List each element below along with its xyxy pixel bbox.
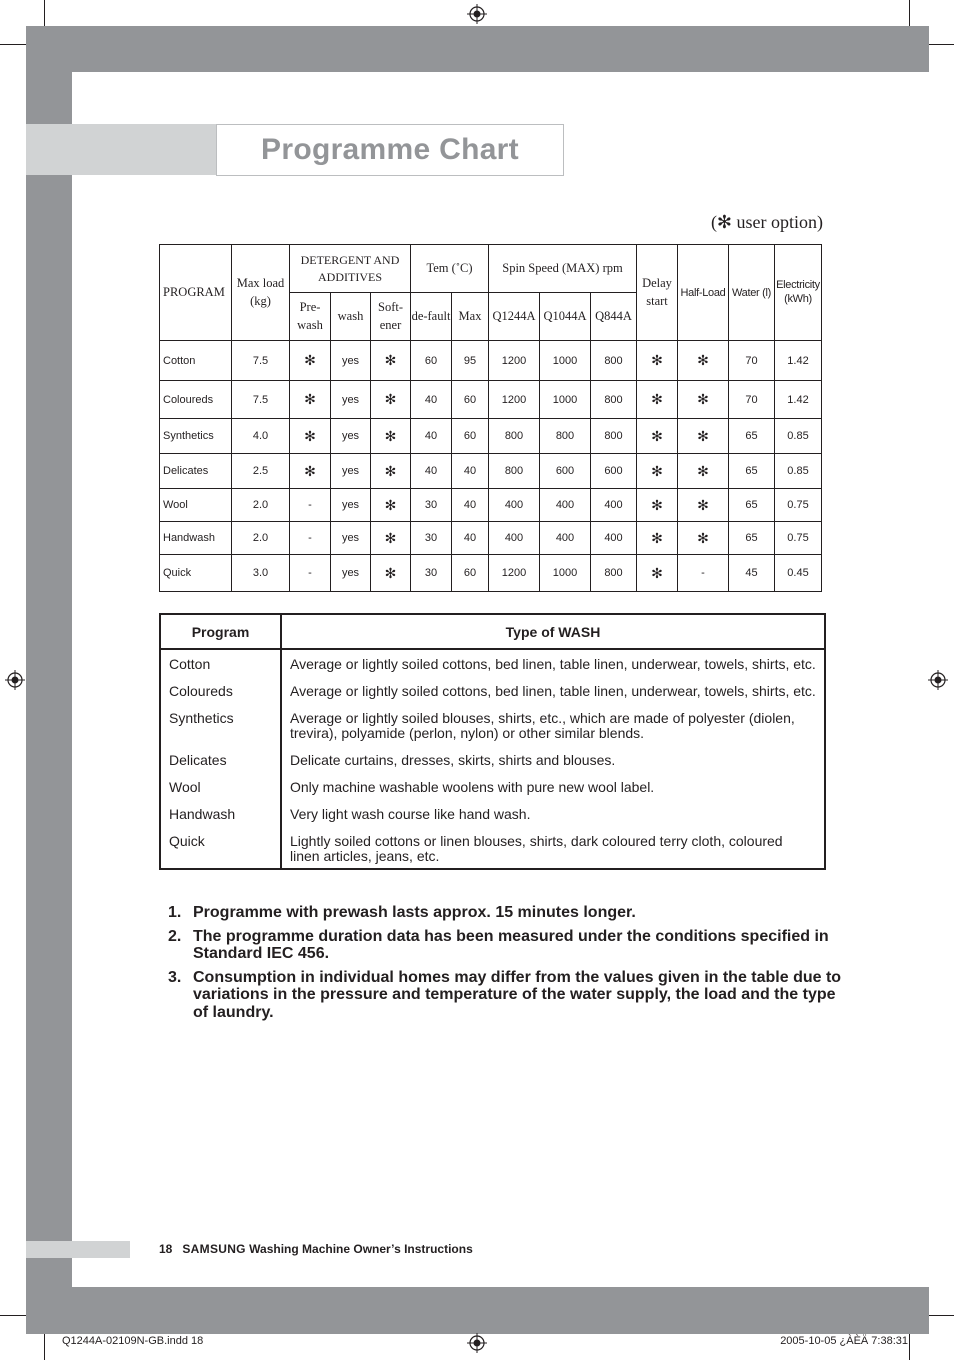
wash-row — [160, 749, 825, 776]
cell-wash: yes — [331, 555, 371, 592]
cell-softener: ✻ — [371, 341, 411, 381]
cell-tdef: 30 — [411, 522, 452, 555]
cell-softener: ✻ — [371, 555, 411, 592]
cell-water: 65 — [729, 489, 775, 522]
wash-type-description: Average or lightly soiled blouses, shirts, etc., which are made of polyester (diolen, trevira), polyamide (perlon, nylon) or other similar blends. — [281, 707, 825, 749]
cell-half: ✻ — [678, 522, 729, 555]
cell-s2: 400 — [540, 522, 591, 555]
cell-tmax: 60 — [452, 555, 489, 592]
cell-half: - — [678, 555, 729, 592]
cell-load: 4.0 — [232, 419, 290, 454]
cell-half: ✻ — [678, 419, 729, 454]
footer-accent-bar — [26, 1241, 130, 1258]
cell-tmax: 60 — [452, 381, 489, 419]
programme-row — [160, 454, 822, 489]
cell-s3: 800 — [591, 419, 637, 454]
cell-s1: 800 — [489, 419, 540, 454]
cell-name: Coloureds — [160, 381, 232, 419]
header-program: PROGRAM — [160, 245, 232, 341]
cell-prewash: ✻ — [290, 419, 331, 454]
wash-row — [160, 776, 825, 803]
header-spin: Spin Speed (MAX) rpm — [489, 245, 637, 293]
cell-s3: 800 — [591, 341, 637, 381]
programme-row — [160, 489, 822, 522]
wash-program-name: Delicates — [160, 749, 281, 776]
crop-mark — [44, 0, 45, 26]
cell-softener: ✻ — [371, 419, 411, 454]
cell-tdef: 30 — [411, 555, 452, 592]
cell-softener: ✻ — [371, 454, 411, 489]
cell-prewash: - — [290, 555, 331, 592]
cell-softener: ✻ — [371, 381, 411, 419]
header-max: Max — [452, 293, 489, 341]
header-prewash: Pre-wash — [290, 293, 331, 341]
header-softener: Soft-ener — [371, 293, 411, 341]
cell-load: 3.0 — [232, 555, 290, 592]
wash-program-name: Wool — [160, 776, 281, 803]
wash-header-program: Program — [160, 614, 281, 649]
cell-half: ✻ — [678, 454, 729, 489]
note-text: Consumption in individual homes may differ from the values given in the table due to variations in the pressure and temperature of the water supply, the load and the type of laundry. — [193, 968, 842, 1021]
wash-type-description: Lightly soiled cottons or linen blouses, shirts, dark coloured terry cloth, coloured linen articles, jeans, etc. — [281, 830, 825, 869]
cell-half: ✻ — [678, 341, 729, 381]
cell-name: Synthetics — [160, 419, 232, 454]
cell-wash: yes — [331, 341, 371, 381]
cell-s3: 800 — [591, 381, 637, 419]
cell-tdef: 60 — [411, 341, 452, 381]
cell-wash: yes — [331, 454, 371, 489]
crop-mark — [909, 0, 910, 26]
notes-list — [168, 904, 853, 1027]
cell-tdef: 40 — [411, 454, 452, 489]
cell-water: 70 — [729, 381, 775, 419]
cell-prewash: ✻ — [290, 341, 331, 381]
cell-tdef: 30 — [411, 489, 452, 522]
cell-s2: 800 — [540, 419, 591, 454]
cell-name: Wool — [160, 489, 232, 522]
cell-s2: 1000 — [540, 341, 591, 381]
note-text: The programme duration data has been measured under the conditions specified in Standard IEC 456. — [193, 927, 829, 962]
cell-half: ✻ — [678, 489, 729, 522]
wash-program-name: Coloureds — [160, 680, 281, 707]
wash-row — [160, 707, 825, 749]
cell-prewash: ✻ — [290, 381, 331, 419]
cell-water: 45 — [729, 555, 775, 592]
header-q1244a: Q1244A — [489, 293, 540, 341]
cell-tmax: 40 — [452, 522, 489, 555]
cell-load: 7.5 — [232, 381, 290, 419]
cell-wash: yes — [331, 489, 371, 522]
note-item — [168, 927, 853, 963]
cell-prewash: - — [290, 489, 331, 522]
wash-row — [160, 830, 825, 869]
cell-s2: 1000 — [540, 555, 591, 592]
cell-delay: ✻ — [637, 522, 678, 555]
cell-tmax: 60 — [452, 419, 489, 454]
wash-program-name: Synthetics — [160, 707, 281, 749]
note-number: 1. — [168, 904, 182, 921]
cell-delay: ✻ — [637, 555, 678, 592]
cell-elec: 0.75 — [775, 489, 822, 522]
header-q1044a: Q1044A — [540, 293, 591, 341]
cell-wash: yes — [331, 522, 371, 555]
cell-s1: 400 — [489, 489, 540, 522]
cell-s3: 400 — [591, 522, 637, 555]
page-title: Programme Chart — [261, 133, 519, 166]
crop-mark — [0, 1315, 26, 1316]
wash-program-name: Quick — [160, 830, 281, 869]
cell-elec: 0.45 — [775, 555, 822, 592]
user-option-legend: (✻ user option) — [710, 212, 823, 232]
cell-softener: ✻ — [371, 522, 411, 555]
cell-half: ✻ — [678, 381, 729, 419]
wash-type-description: Average or lightly soiled cottons, bed linen, table linen, underwear, towels, shirts, etc. — [281, 680, 825, 707]
wash-program-name: Cotton — [160, 649, 281, 680]
cell-wash: yes — [331, 381, 371, 419]
cell-water: 65 — [729, 522, 775, 555]
programme-row — [160, 419, 822, 454]
cell-s1: 1200 — [489, 381, 540, 419]
cell-delay: ✻ — [637, 381, 678, 419]
cell-s1: 400 — [489, 522, 540, 555]
registration-mark-icon — [467, 4, 487, 24]
header-temp: Tem (˚C) — [411, 245, 489, 293]
cell-elec: 0.85 — [775, 419, 822, 454]
note-number: 3. — [168, 968, 182, 986]
cell-s2: 1000 — [540, 381, 591, 419]
brand-name: SAMSUNG — [182, 1242, 246, 1256]
cell-tdef: 40 — [411, 419, 452, 454]
registration-mark-icon — [5, 670, 25, 690]
cell-water: 65 — [729, 419, 775, 454]
page-footer — [159, 1242, 473, 1256]
page-number: 18 — [159, 1242, 173, 1256]
programme-table — [159, 244, 822, 592]
page-title-box — [216, 124, 564, 176]
cell-delay: ✻ — [637, 454, 678, 489]
cell-prewash: ✻ — [290, 454, 331, 489]
cell-s2: 600 — [540, 454, 591, 489]
cell-name: Handwash — [160, 522, 232, 555]
wash-program-name: Handwash — [160, 803, 281, 830]
left-gray-band — [26, 26, 72, 1334]
cell-load: 7.5 — [232, 341, 290, 381]
bottom-gray-band — [26, 1287, 929, 1334]
crop-mark — [929, 44, 954, 45]
cell-elec: 0.85 — [775, 454, 822, 489]
wash-type-description: Delicate curtains, dresses, skirts, shirts and blouses. — [281, 749, 825, 776]
wash-type-description: Only machine washable woolens with pure new wool label. — [281, 776, 825, 803]
wash-type-description: Average or lightly soiled cottons, bed linen, table linen, underwear, towels, shirts, etc. — [281, 649, 825, 680]
cell-s2: 400 — [540, 489, 591, 522]
wash-row — [160, 649, 825, 680]
wash-row — [160, 803, 825, 830]
title-accent-bar — [26, 124, 216, 175]
header-max-load: Max load (kg) — [232, 245, 290, 341]
cell-load: 2.0 — [232, 522, 290, 555]
cell-tmax: 95 — [452, 341, 489, 381]
cell-elec: 0.75 — [775, 522, 822, 555]
cell-s3: 600 — [591, 454, 637, 489]
header-delay-start: Delay start — [637, 245, 678, 341]
crop-mark — [909, 1334, 910, 1360]
cell-softener: ✻ — [371, 489, 411, 522]
cell-tdef: 40 — [411, 381, 452, 419]
header-wash: wash — [331, 293, 371, 341]
programme-row — [160, 522, 822, 555]
cell-water: 65 — [729, 454, 775, 489]
header-q844a: Q844A — [591, 293, 637, 341]
header-default: de-fault — [411, 293, 452, 341]
cell-s1: 1200 — [489, 341, 540, 381]
cell-delay: ✻ — [637, 489, 678, 522]
header-electricity: Electricity (kWh) — [775, 245, 822, 341]
crop-mark — [0, 44, 26, 45]
cell-tmax: 40 — [452, 454, 489, 489]
header-detergent: DETERGENT AND ADDITIVES — [290, 245, 411, 293]
note-number: 2. — [168, 927, 182, 945]
programme-row — [160, 341, 822, 381]
crop-mark — [44, 1334, 45, 1360]
cell-load: 2.0 — [232, 489, 290, 522]
cell-name: Cotton — [160, 341, 232, 381]
wash-header-type: Type of WASH — [281, 614, 825, 649]
cell-s1: 1200 — [489, 555, 540, 592]
cell-s1: 800 — [489, 454, 540, 489]
registration-mark-icon — [928, 670, 948, 690]
note-item — [168, 904, 853, 922]
cell-wash: yes — [331, 419, 371, 454]
programme-row — [160, 555, 822, 592]
cell-water: 70 — [729, 341, 775, 381]
cell-s3: 800 — [591, 555, 637, 592]
print-slug-timestamp: 2005-10-05 ¿ÀÈÄ 7:38:31 — [780, 1335, 908, 1347]
registration-mark-icon — [467, 1333, 487, 1353]
cell-delay: ✻ — [637, 419, 678, 454]
note-text: Programme with prewash lasts approx. 15 minutes longer. — [193, 904, 636, 921]
cell-name: Delicates — [160, 454, 232, 489]
crop-mark — [929, 1315, 954, 1316]
top-gray-band — [26, 26, 929, 72]
programme-row — [160, 381, 822, 419]
header-water: Water (l) — [729, 245, 775, 341]
wash-type-table — [159, 613, 826, 870]
cell-load: 2.5 — [232, 454, 290, 489]
cell-name: Quick — [160, 555, 232, 592]
cell-elec: 1.42 — [775, 341, 822, 381]
cell-tmax: 40 — [452, 489, 489, 522]
cell-elec: 1.42 — [775, 381, 822, 419]
cell-prewash: - — [290, 522, 331, 555]
header-half-load: Half-Load — [678, 245, 729, 341]
wash-type-description: Very light wash course like hand wash. — [281, 803, 825, 830]
footer-caption: Washing Machine Owner’s Instructions — [249, 1242, 473, 1256]
print-slug-filename: Q1244A-02109N-GB.indd 18 — [62, 1335, 204, 1347]
note-item — [168, 968, 853, 1022]
cell-s3: 400 — [591, 489, 637, 522]
wash-row — [160, 680, 825, 707]
cell-delay: ✻ — [637, 341, 678, 381]
